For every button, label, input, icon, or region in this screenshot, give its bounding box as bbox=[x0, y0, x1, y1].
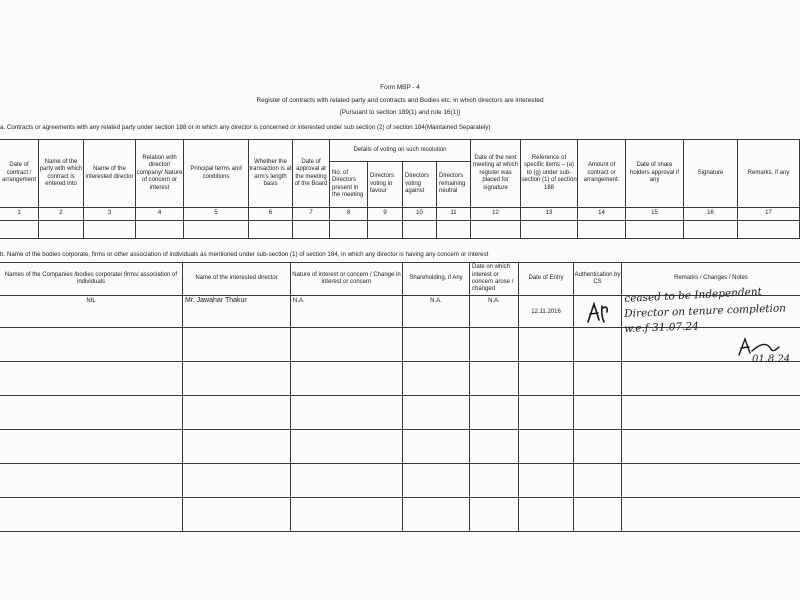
handwritten-date: 01.8.24 bbox=[752, 354, 791, 365]
handwritten-remark-line3: w.e.f 31.07.24 bbox=[624, 320, 699, 335]
col-number: 10 bbox=[416, 210, 423, 217]
col-amount: Amount of contract or arrangement. bbox=[583, 162, 620, 184]
col-remarks-notes: Remarks / Changes / Notes bbox=[674, 275, 748, 282]
cs-signature bbox=[578, 298, 620, 326]
col-shareholding: Shareholding, if Any bbox=[409, 275, 463, 282]
col-number: 17 bbox=[765, 210, 772, 217]
col-b-interested-director: Name of the interested director bbox=[195, 275, 278, 282]
col-shareholder-approval: Date of share holders approval if any bbox=[629, 162, 680, 184]
col-number: 15 bbox=[651, 210, 658, 217]
col-directors-present: No. of Directors present in the meeting bbox=[332, 169, 364, 198]
col-neutral: Directors remaining neutral bbox=[439, 173, 466, 195]
row-shareholding: N.A. bbox=[430, 298, 442, 304]
handwritten-remark-line1: ceased to be Independent bbox=[624, 285, 763, 305]
row-director: Mr. Jawahar Thakur bbox=[185, 297, 247, 304]
col-number: 3 bbox=[107, 210, 112, 217]
col-number: 8 bbox=[346, 210, 351, 217]
col-party-name: Name of the party with which contract is entered into bbox=[39, 158, 83, 187]
form-title: Form MBP - 4 bbox=[380, 84, 420, 91]
handwritten-remark-line2: Director on tenure completion bbox=[624, 302, 787, 320]
col-number: 5 bbox=[214, 210, 218, 217]
col-principal-terms: Principal terms and conditions bbox=[190, 166, 242, 180]
col-number: 1 bbox=[17, 210, 21, 217]
col-number: 4 bbox=[157, 210, 162, 217]
col-date-of-entry: Date of Entry bbox=[528, 275, 564, 282]
col-companies: Names of the Companies /bodies corporate/ firms/ association of individuals bbox=[4, 271, 178, 285]
col-number: 11 bbox=[450, 210, 457, 217]
section-b-label: b. Name of the bodies corporate, firms or other association of individuals as mentioned under sub-section (1) of section 184, in which any director is having any concern or interest bbox=[0, 251, 489, 258]
section-a-label: a. Contracts or agreements with any related party under section 188 or in which any director is concerned or interested under sub section (2) of section 184(Maintained Separately) bbox=[0, 124, 491, 131]
col-number: 9 bbox=[383, 210, 387, 217]
col-signature: Signature bbox=[697, 169, 724, 176]
row-nature: N.A. bbox=[293, 298, 305, 304]
row-date-entry: 12.11.2016 bbox=[531, 309, 561, 315]
col-date-of-contract: Date of contract / arrangement bbox=[1, 162, 37, 184]
col-number: 16 bbox=[707, 210, 714, 217]
col-relation: Relation with director/ company/ Nature of concern or interest bbox=[136, 154, 183, 191]
col-number: 7 bbox=[309, 210, 313, 217]
col-nature-of-interest: Nature of interest or concern / Change in interest or concern bbox=[292, 271, 401, 285]
row-company: NIL bbox=[86, 298, 96, 304]
col-number: 12 bbox=[492, 210, 499, 217]
col-interested-director: Name of the interested director bbox=[85, 166, 134, 180]
col-voting-against: Directors voting against bbox=[405, 173, 430, 195]
col-arms-length: Whether the transaction is at arm's length basis bbox=[249, 158, 292, 187]
register-title: Register of contracts with related party and contracts and Bodies etc. in which directors are interested bbox=[256, 97, 544, 104]
col-voting-details: Details of voting on such resolution bbox=[353, 146, 447, 153]
col-number: 14 bbox=[598, 210, 605, 217]
col-voting-favour: Directors voting in favour bbox=[370, 173, 395, 195]
pursuant-text: [Pursuant to section 189(1) and rule 16(1)] bbox=[339, 109, 461, 116]
col-board-approval-date: Date of approval at the meeting of the Board bbox=[294, 158, 328, 187]
col-remarks: Remarks, if any bbox=[747, 169, 790, 176]
col-date-arose: Date on which interest or concern arose / changed bbox=[472, 264, 514, 293]
col-next-meeting-date: Date of the next meeting at which register was placed for signature bbox=[472, 154, 519, 191]
row-date-arose: N.A. bbox=[488, 298, 500, 304]
col-reference-items: Reference of specific items – (a) to (g) under sub-section (1) of section 188 bbox=[521, 154, 577, 191]
col-authentication: Authentication by CS bbox=[574, 271, 621, 285]
col-number: 13 bbox=[545, 210, 553, 217]
col-number: 6 bbox=[268, 210, 273, 217]
col-number: 2 bbox=[59, 210, 63, 217]
